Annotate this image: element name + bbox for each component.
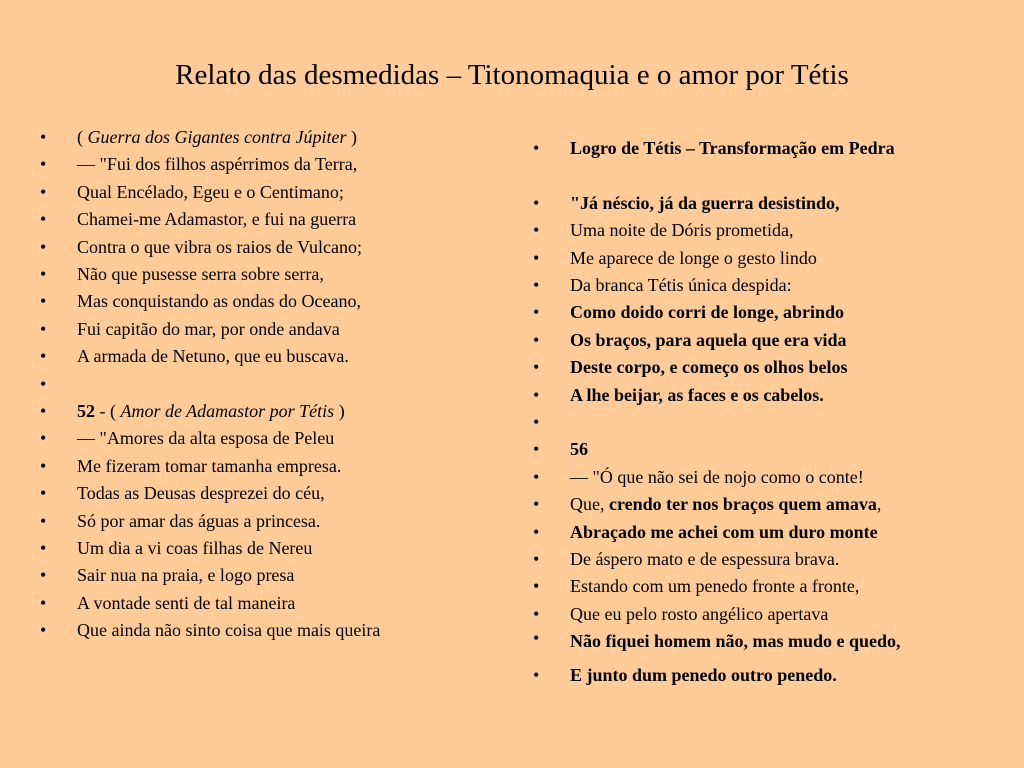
list-item: • De áspero mato e de espessura brava. (533, 546, 993, 573)
list-gap (533, 162, 993, 189)
list-item: • Um dia a vi coas filhas de Nereu (40, 535, 485, 562)
list-item: • Não que pusesse serra sobre serra, (40, 261, 485, 288)
list-item: • — "Ó que não sei de nojo como o conte! (533, 464, 993, 491)
stanza-number: 52 (77, 401, 95, 422)
stanza-title-gigantes: Guerra dos Gigantes contra Júpiter (87, 127, 347, 147)
list-item-empty (40, 371, 485, 398)
verse-bold: A lhe beijar, as faces e os cabelos. (570, 384, 824, 405)
stanza-number: 56 (570, 439, 588, 460)
slide-title: Relato das desmedidas – Titonomaquia e o amor por Tétis (175, 59, 849, 91)
list-item: • Que eu pelo rosto angélico apertava (533, 601, 993, 628)
list-item: • Mas conquistando as ondas do Oceano, (40, 288, 485, 315)
stanza-title-amor: Amor de Adamastor por Tétis (120, 401, 335, 422)
list-item: • Me fizeram tomar tamanha empresa. (40, 453, 485, 480)
list-item: • Todas as Deusas desprezei do céu, (40, 480, 485, 507)
list-item: • Fui capitão do mar, por onde andava (40, 316, 485, 343)
list-item (533, 354, 993, 381)
verse-bold: Não fiquei homem não, mas mudo e quedo, (570, 631, 901, 652)
list-item (533, 190, 993, 217)
list-item: • Contra o que vibra os raios de Vulcano; (40, 234, 485, 261)
section-heading: Logro de Tétis – Transformação em Pedra (570, 138, 895, 158)
verse-bold: Como doido corri de longe, abrindo (570, 302, 845, 323)
paren-close: ) (346, 127, 357, 147)
list-item (533, 436, 993, 463)
list-item: • Uma noite de Dóris prometida, (533, 217, 993, 244)
list-item (533, 491, 993, 518)
stanza-separator: - ( (95, 401, 121, 422)
list-item: • Qual Encélado, Egeu e o Centimano; (40, 179, 485, 206)
paren-close: ) (334, 401, 345, 422)
right-verse-list (533, 135, 993, 689)
list-item-heading-logro (533, 135, 993, 162)
list-item-empty (533, 409, 993, 436)
list-item-heading-gigantes (40, 124, 485, 151)
verse-bold: Abraçado me achei com um duro monte (570, 521, 878, 542)
list-item: • Chamei-me Adamastor, e fui na guerra (40, 206, 485, 233)
list-item: • Me aparece de longe o gesto lindo (533, 245, 993, 272)
list-item (533, 299, 993, 326)
list-item: • A armada de Netuno, que eu buscava. (40, 343, 485, 370)
list-item: • Da branca Tétis única despida: (533, 272, 993, 299)
verse-bold: "Já néscio, já da guerra desistindo, (570, 192, 840, 213)
verse-bold: Deste corpo, e começo os olhos belos (570, 357, 848, 378)
verse-suffix: , (876, 494, 882, 515)
verse-bold: crendo ter nos braços quem amava (609, 494, 877, 515)
list-item (533, 662, 993, 689)
list-item: • — "Fui dos filhos aspérrimos da Terra, (40, 151, 485, 178)
left-verse-list (40, 124, 485, 645)
verse-bold: Os braços, para aquela que era vida (570, 329, 847, 350)
list-item-heading-amor (40, 398, 485, 425)
list-item (533, 327, 993, 354)
list-item (533, 519, 993, 546)
list-item: • Sair nua na praia, e logo presa (40, 562, 485, 589)
list-item: • Estando com um penedo fronte a fronte, (533, 573, 993, 600)
verse-prefix: Que, (570, 494, 609, 515)
list-item (533, 628, 993, 661)
list-item: • — "Amores da alta esposa de Peleu (40, 425, 485, 452)
list-item: • Que ainda não sinto coisa que mais queira (40, 617, 485, 644)
list-item: • Só por amar das águas a princesa. (40, 508, 485, 535)
paren-open: ( (77, 127, 88, 147)
list-item: • A vontade senti de tal maneira (40, 590, 485, 617)
list-item (533, 382, 993, 409)
verse-bold: E junto dum penedo outro penedo. (570, 664, 837, 685)
